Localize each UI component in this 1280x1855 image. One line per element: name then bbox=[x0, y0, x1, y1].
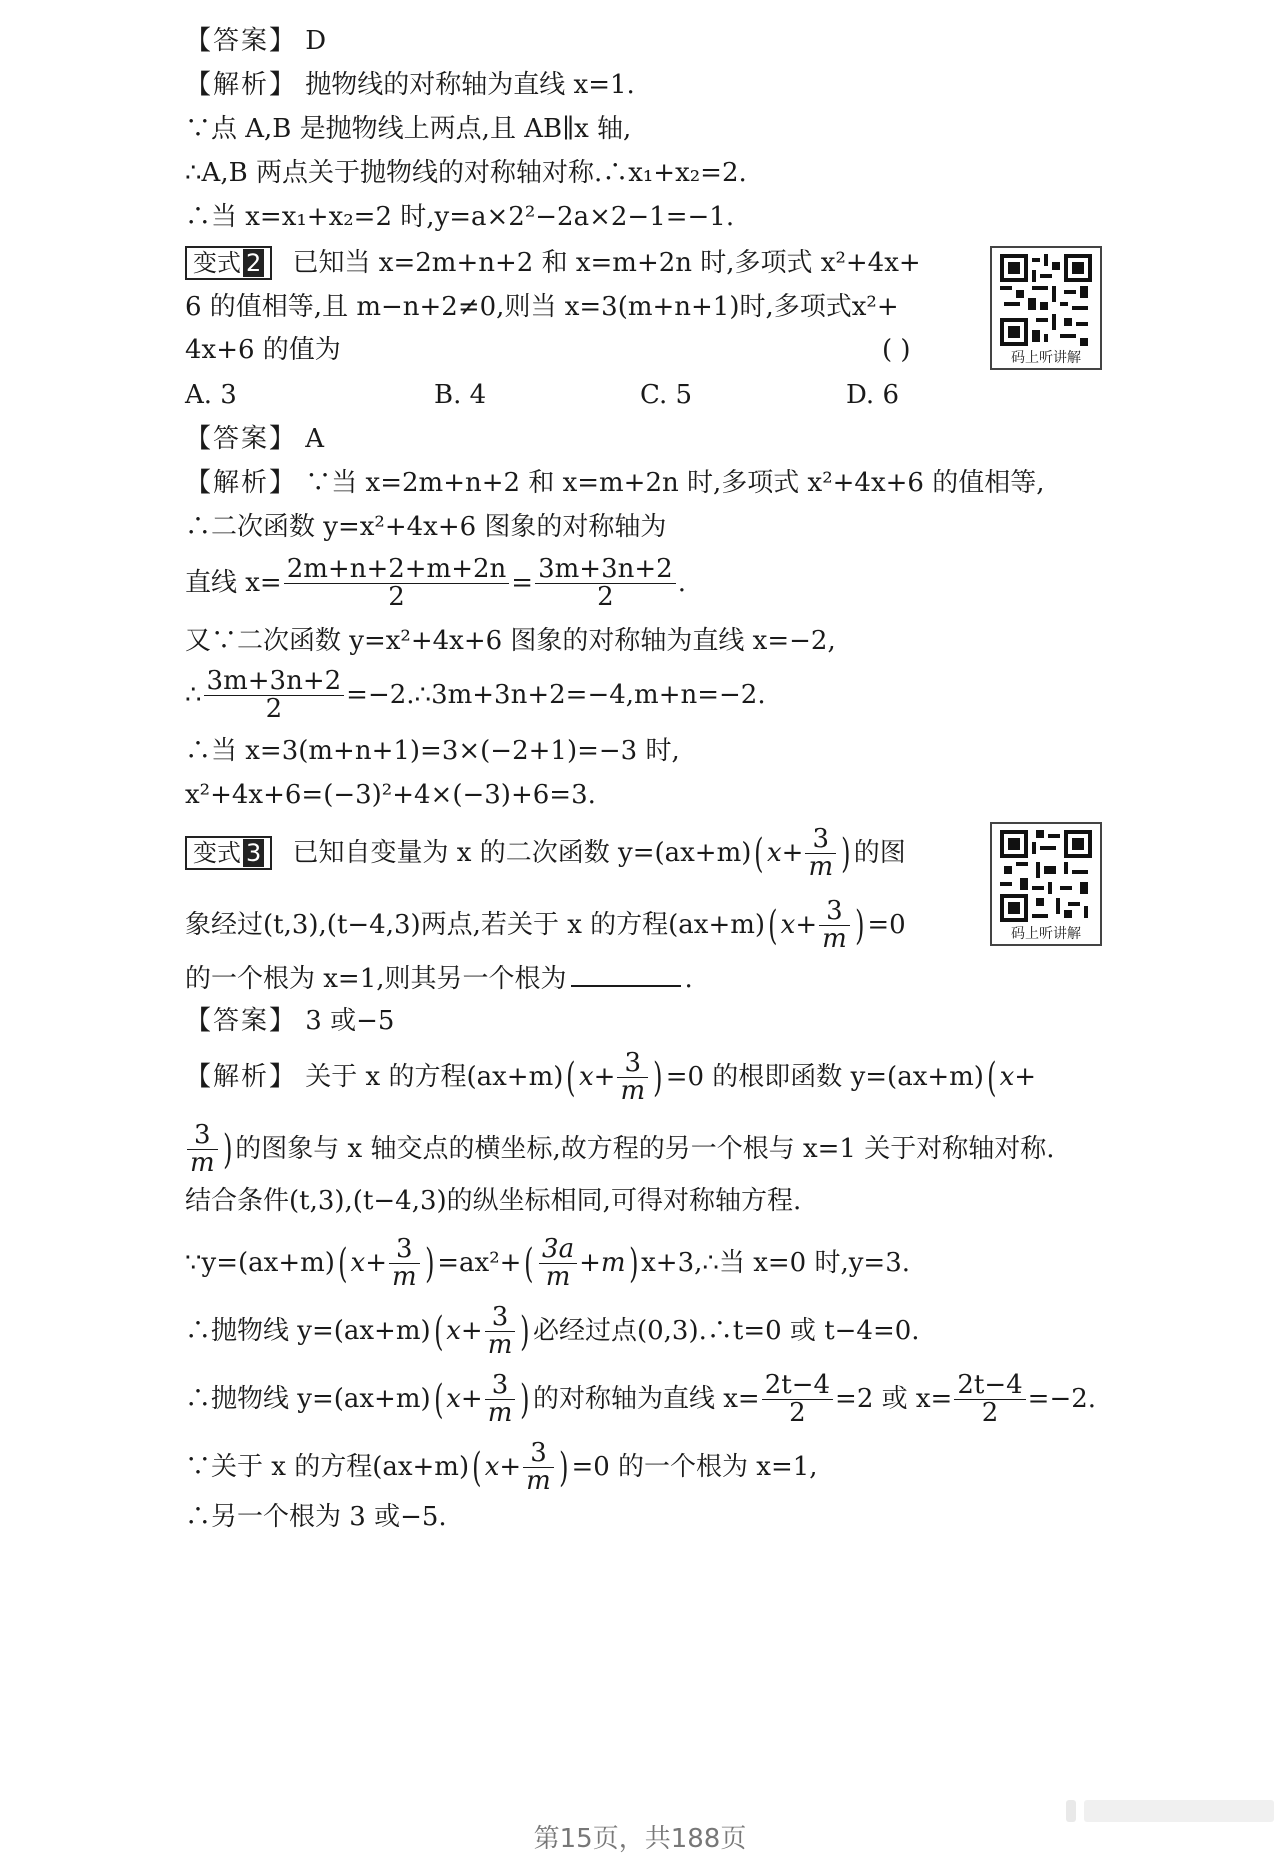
variant2-question-line: 4x+6 的值为 bbox=[185, 335, 341, 365]
fraction: $\frac{3}{m}$ bbox=[389, 1236, 420, 1292]
qr-caption: 码上听讲解 bbox=[1011, 926, 1081, 942]
analysis-tag: 【解析】 bbox=[185, 70, 298, 100]
analysis-line: 【解析】 关于 x 的方程(ax+m)( x+ $\frac{3}{m}$ ) =0 的根即函数 y=(ax+m)( x+ bbox=[185, 1048, 1037, 1107]
fraction: $\frac{3}{m}$ bbox=[187, 1122, 218, 1178]
variant3-question-line: 变式 3 已知自变量为 x 的二次函数 y=(ax+m)( x+ $\frac{3}{m}$ ) 的图 bbox=[185, 826, 906, 882]
analysis-line: ∴当 x=x₁+x₂=2 时,y=a×2²−2a×2−1=−1. bbox=[185, 202, 735, 232]
analysis-line: ∴抛物线 y=(ax+m)( x+ $\frac{3}{m}$ ) 必经过点(0,3).∴t=0 或 t−4=0. bbox=[185, 1302, 920, 1361]
variant2-question-line: 6 的值相等,且 m−n+2≠0,则当 x=3(m+n+1)时,多项式x²+ bbox=[185, 292, 899, 322]
analysis-line: ∵y=(ax+m)( x+ $\frac{3}{m}$ ) =ax²+( $\frac{3a}{m}$ +m) x+3,∴当 x=0 时,y=3. bbox=[185, 1234, 911, 1293]
page-indicator: 第15页，共188页 bbox=[533, 1824, 747, 1854]
qr-code-box[interactable] bbox=[990, 822, 1102, 946]
answer-blank[interactable] bbox=[571, 985, 681, 987]
option-b: B. 4 bbox=[434, 380, 487, 410]
analysis-line: ∴A,B 两点关于抛物线的对称轴对称.∴x₁+x₂=2. bbox=[185, 158, 747, 188]
analysis-line: 结合条件(t,3),(t−4,3)的纵坐标相同,可得对称轴方程. bbox=[185, 1186, 802, 1216]
answer-line bbox=[185, 422, 324, 456]
analysis-line: 又∵二次函数 y=x²+4x+6 图象的对称轴为直线 x=−2, bbox=[185, 626, 836, 656]
fraction: $\frac{3m+3n+2}{2}$ bbox=[535, 556, 676, 612]
answer-value: D bbox=[305, 26, 327, 56]
analysis-line bbox=[185, 68, 635, 102]
option-c: C. 5 bbox=[640, 380, 693, 410]
qr-code-icon bbox=[1000, 254, 1092, 346]
fraction: $\frac{2t-4}{2}$ bbox=[954, 1372, 1025, 1428]
fraction: $\frac{3}{m}$ bbox=[805, 826, 836, 882]
analysis-line: ∴二次函数 y=x²+4x+6 图象的对称轴为 bbox=[185, 512, 667, 542]
answer-line bbox=[185, 1004, 394, 1038]
analysis-line: $\frac{3}{m}$ ) 的图象与 x 轴交点的横坐标,故方程的另一个根与 x=1 关于对称轴对称. bbox=[185, 1122, 1055, 1178]
analysis-line: ∵关于 x 的方程(ax+m)( x+ $\frac{3}{m}$ ) =0 的一个根为 x=1, bbox=[185, 1438, 818, 1497]
fraction: $\frac{2t-4}{2}$ bbox=[762, 1372, 833, 1428]
option-a: A. 3 bbox=[185, 380, 237, 410]
fraction: $\frac{3}{m}$ bbox=[617, 1050, 648, 1106]
answer-value: A bbox=[305, 424, 325, 454]
analysis-line: ∴当 x=3(m+n+1)=3×(−2+1)=−3 时, bbox=[185, 736, 680, 766]
fraction: $\frac{3}{m}$ bbox=[485, 1304, 516, 1360]
analysis-tag: 【解析】 bbox=[185, 1061, 298, 1092]
analysis-line: 【解析】 ∵当 x=2m+n+2 和 x=m+2n 时,多项式 x²+4x+6 的值相等, bbox=[185, 468, 1045, 498]
variant3-question-line: 的一个根为 x=1,则其另一个根为 . bbox=[185, 964, 693, 994]
answer-paren: ( ) bbox=[882, 335, 911, 365]
analysis-line: ∵点 A,B 是抛物线上两点,且 AB∥x 轴, bbox=[185, 114, 632, 144]
answer-tag: 【答案】 bbox=[185, 26, 298, 56]
analysis-line: ∴ $\frac{3m+3n+2}{2}$ =−2.∴3m+3n+2=−4,m+n=−2. bbox=[185, 666, 766, 725]
analysis-line: ∴抛物线 y=(ax+m)( x+ $\frac{3}{m}$ ) 的对称轴为直线 x= $\frac{2t-4}{2}$ =2 或 x= $\frac{2t-4}{2}$ =−2. bbox=[185, 1370, 1097, 1429]
answer-tag: 【答案】 bbox=[185, 424, 298, 454]
fraction: $\frac{3}{m}$ bbox=[819, 898, 850, 954]
answer-line bbox=[185, 24, 326, 58]
analysis-text: 抛物线的对称轴为直线 x=1. bbox=[305, 70, 635, 100]
option-d: D. 6 bbox=[846, 380, 899, 410]
fraction: $\frac{3}{m}$ bbox=[485, 1372, 516, 1428]
fraction: $\frac{2m+n+2+m+2n}{2}$ bbox=[284, 556, 510, 612]
fraction: $\frac{3}{m}$ bbox=[523, 1440, 554, 1496]
variant2-question-line: 变式 2 已知当 x=2m+n+2 和 x=m+2n 时,多项式 x²+4x+ bbox=[185, 246, 921, 280]
analysis-line: ∴另一个根为 3 或−5. bbox=[185, 1502, 447, 1532]
fraction: $\frac{3a}{m}$ bbox=[539, 1236, 577, 1292]
answer-tag: 【答案】 bbox=[185, 1006, 298, 1036]
analysis-line: 直线 x= $\frac{2m+n+2+m+2n}{2}$ = $\frac{3m+3n+2}{2}$ . bbox=[185, 554, 686, 613]
analysis-line: x²+4x+6=(−3)²+4×(−3)+6=3. bbox=[185, 780, 596, 810]
qr-caption: 码上听讲解 bbox=[1011, 350, 1081, 366]
qr-code-icon bbox=[1000, 830, 1092, 922]
qr-code-box[interactable] bbox=[990, 246, 1102, 370]
variant3-question-line: 象经过(t,3),(t−4,3)两点,若关于 x 的方程(ax+m)( x+ $\frac{3}{m}$ ) =0 bbox=[185, 896, 906, 955]
analysis-tag: 【解析】 bbox=[185, 468, 298, 498]
variant-badge: 变式 3 bbox=[185, 836, 272, 870]
answer-value: 3 或−5 bbox=[305, 1006, 395, 1036]
fraction: $\frac{3m+3n+2}{2}$ bbox=[204, 668, 345, 724]
variant-badge: 变式 2 bbox=[185, 246, 272, 280]
